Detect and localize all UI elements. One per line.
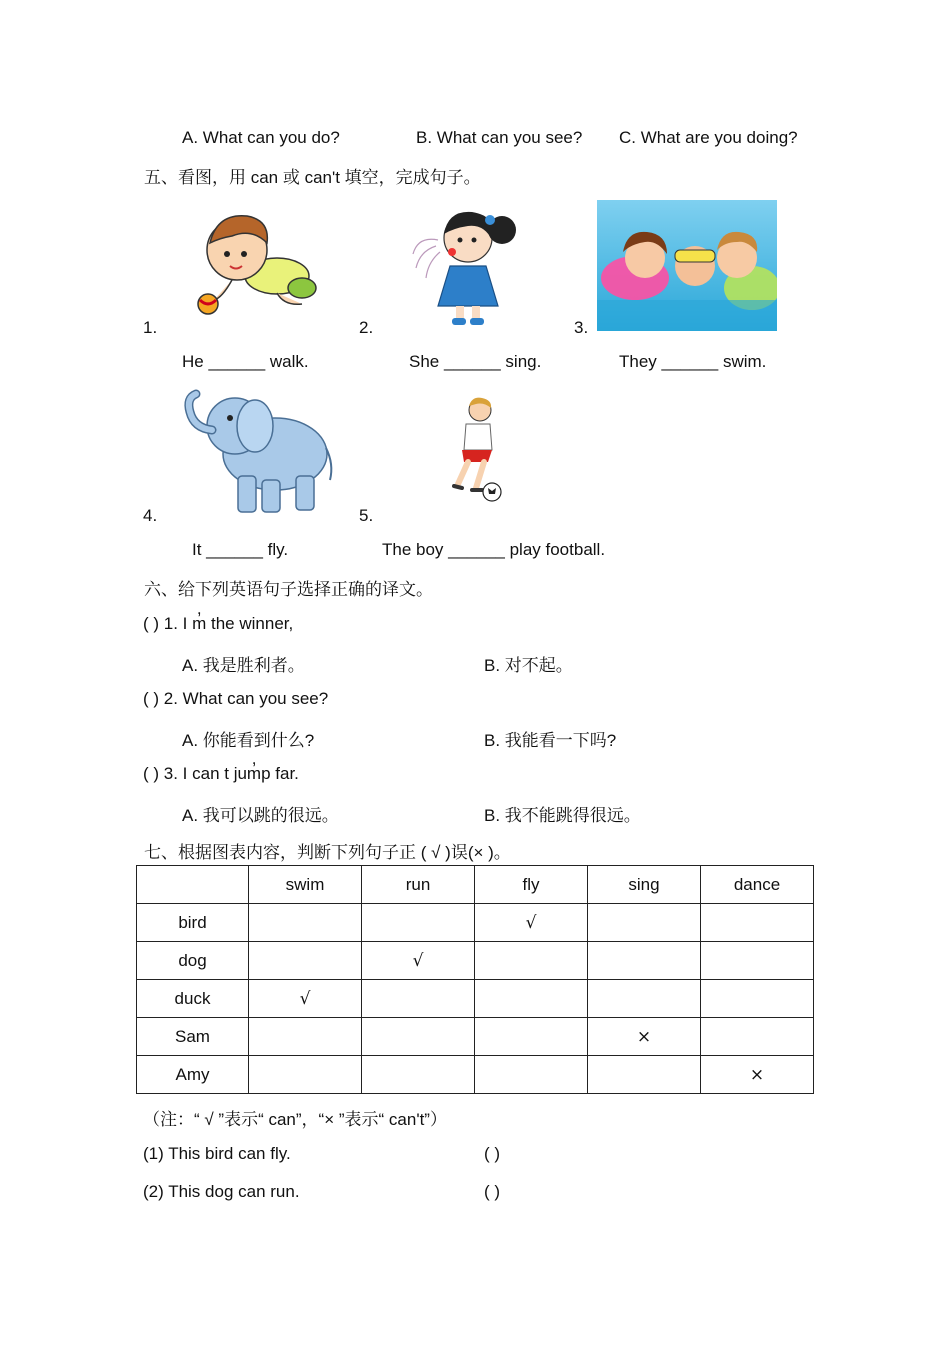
answer-blank-1: ( ) — [484, 1144, 501, 1163]
header-cell: dance — [701, 866, 814, 904]
table-cell — [588, 904, 701, 942]
table-cell — [588, 980, 701, 1018]
table-cell: √ — [249, 980, 362, 1018]
table-row — [137, 942, 814, 980]
table-cell — [362, 980, 475, 1018]
item-number: 4. — [143, 506, 158, 525]
table-cell — [249, 1018, 362, 1056]
sentence-2: She ______ sing. — [409, 352, 542, 371]
table-cell — [249, 942, 362, 980]
section7-title: 七、根据图表内容，判断下列句子正 ( √ )误(× )。 — [144, 843, 511, 862]
header-cell: swim — [249, 866, 362, 904]
header-cell: run — [362, 866, 475, 904]
item-number: 5. — [359, 506, 374, 525]
row-label: bird — [137, 904, 249, 942]
header-cell — [137, 866, 249, 904]
table-cell: × — [588, 1018, 701, 1056]
question-3: ( ) 3. I can t jum̓p far. — [143, 764, 299, 783]
item-number: 1. — [143, 318, 158, 337]
table-cell — [475, 1018, 588, 1056]
row-label: duck — [137, 980, 249, 1018]
table-row — [137, 1056, 814, 1094]
table-header-row — [137, 866, 814, 904]
q2-option-a: A. 你能看到什么? — [182, 731, 315, 750]
row-label: dog — [137, 942, 249, 980]
option-c: C. What are you doing? — [619, 128, 798, 147]
table-cell — [362, 904, 475, 942]
q1-option-a: A. 我是胜利者。 — [182, 656, 305, 675]
answer-blank-2: ( ) — [484, 1182, 501, 1201]
table-row — [137, 980, 814, 1018]
option-a: A. What can you do? — [182, 128, 340, 147]
row-label: Amy — [137, 1056, 249, 1094]
statement-2: (2) This dog can run. — [143, 1182, 300, 1201]
table-cell — [475, 980, 588, 1018]
section6-title: 六、给下列英语句子选择正确的译文。 — [144, 580, 433, 599]
q2-option-b: B. 我能看一下吗? — [484, 731, 617, 750]
table-cell — [701, 942, 814, 980]
crawling-baby-icon — [192, 208, 322, 320]
table-cell: √ — [475, 904, 588, 942]
q3-option-a: A. 我可以跳的很远。 — [182, 806, 339, 825]
elephant-icon — [180, 384, 336, 516]
table-cell — [362, 1056, 475, 1094]
table-row — [137, 904, 814, 942]
header-cell: sing — [588, 866, 701, 904]
sentence-4: It ______ fly. — [192, 540, 289, 559]
table-cell — [362, 1018, 475, 1056]
statement-1: (1) This bird can fly. — [143, 1144, 291, 1163]
header-cell: fly — [475, 866, 588, 904]
sentence-1: He ______ walk. — [182, 352, 309, 371]
section5-title: 五、看图，用 can 或 can't 填空，完成句子。 — [144, 168, 481, 187]
ability-table — [136, 865, 814, 1094]
table-row — [137, 1018, 814, 1056]
q3-option-b: B. 我不能跳得很远。 — [484, 806, 641, 825]
item-number: 3. — [574, 318, 589, 337]
table-cell — [701, 980, 814, 1018]
singing-girl-icon — [408, 206, 523, 328]
option-b: B. What can you see? — [416, 128, 583, 147]
table-cell — [701, 1018, 814, 1056]
table-cell — [475, 942, 588, 980]
sentence-3: They ______ swim. — [619, 352, 767, 371]
q1-option-b: B. 对不起。 — [484, 656, 573, 675]
football-boy-icon — [436, 396, 506, 504]
question-1: ( ) 1. I m̓ the winner, — [143, 614, 294, 633]
table-cell — [588, 1056, 701, 1094]
table-cell: √ — [362, 942, 475, 980]
table-cell: × — [701, 1056, 814, 1094]
table-cell — [249, 904, 362, 942]
row-label: Sam — [137, 1018, 249, 1056]
swimming-kids-photo — [597, 200, 777, 331]
table-note: （注：“ √ ”表示“ can”，“× ”表示“ can't”） — [143, 1110, 447, 1129]
item-number: 2. — [359, 318, 374, 337]
table-cell — [249, 1056, 362, 1094]
question-2: ( ) 2. What can you see? — [143, 689, 329, 708]
sentence-5: The boy ______ play football. — [382, 540, 606, 559]
table-cell — [701, 904, 814, 942]
table-cell — [475, 1056, 588, 1094]
table-cell — [588, 942, 701, 980]
